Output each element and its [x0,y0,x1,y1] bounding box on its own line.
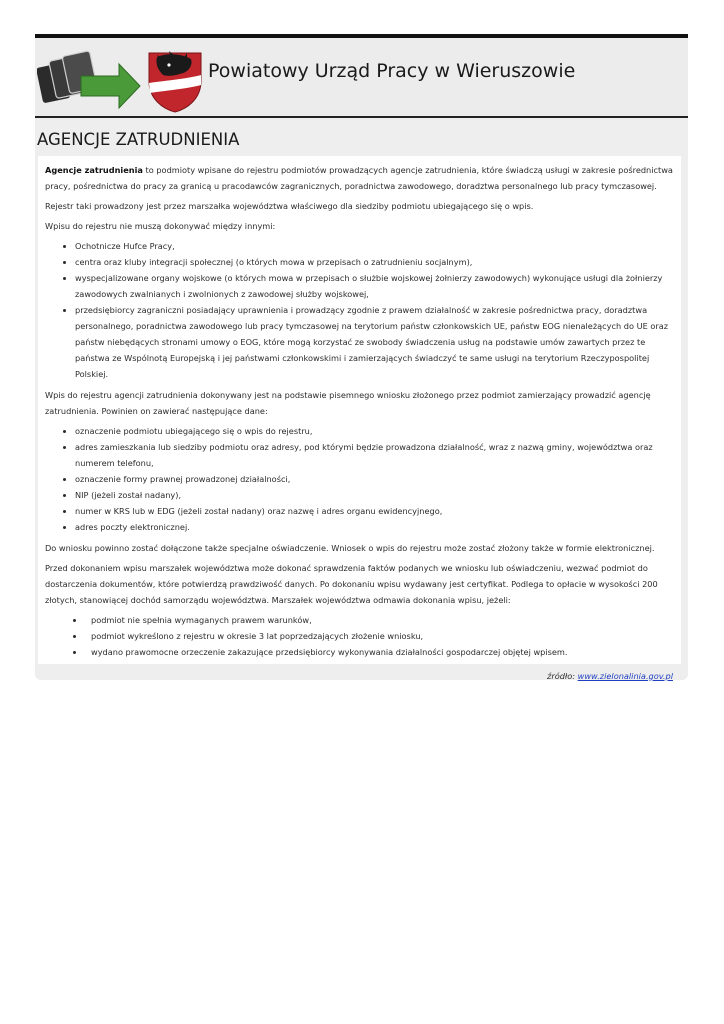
list-item: • podmiot nie spełnia wymaganych prawem warunków, [85,612,673,628]
list-item: • wyspecjalizowane organy wojskowe (o których mowa w przepisach o służbie wojskowej żołnierzy zawodowych) wykonujące usługi dla żołnierzy zawodowych zwalnianych i zwolnionych z zawodowej służby wojskowej, [75,270,673,302]
list-item: • adres poczty elektronicznej. [75,519,673,535]
site-title[interactable]: Powiatowy Urząd Pracy w Wieruszowie [208,60,576,82]
list-item: • wydano prawomocne orzeczenie zakazujące przedsiębiorcy wykonywania działalności gospodarczej objętej wpisem. [85,644,673,660]
source-link[interactable]: www.zielonalinia.gov.pl [577,671,673,681]
registry-paragraph: Rejestr taki prowadzony jest przez marszałka województwa właściwego dla siedziby podmiotu ubiegającego się o wpis. [45,201,534,211]
intro-paragraph [45,162,673,194]
list-item: • NIP (jeżeli został nadany), [75,487,673,503]
list-item: • Ochotnicze Hufce Pracy, [75,238,673,254]
list-item: • numer w KRS lub w EDG (jeżeli został nadany) oraz nazwę i adres organu ewidencyjnego, [75,503,673,519]
exempt-list [45,238,673,382]
intro-text: to podmioty wpisane do rejestru podmiotów prowadzących agencje zatrudnienia, które świadczą usługi w zakresie pośrednictwa pracy, pośrednictwa do pracy za granicą u pracodawców zagranicznych, poradnictwa zawodowego, doradztwa personalnego lub pracy tymczasowej. [45,165,673,191]
coat-of-arms-icon [147,51,203,113]
list-item: • podmiot wykreślono z rejestru w okresie 3 lat poprzedzających złożenie wniosku, [85,628,673,644]
application-list [45,423,673,535]
application-intro: Wpis do rejestru agencji zatrudnienia dokonywany jest na podstawie pisemnego wniosku złożonego przez podmiot zamierzający prowadzić agencję zatrudnienia. Powinien on zawierać następujące dane: [45,390,651,416]
statement-paragraph: Do wniosku powinno zostać dołączone także specjalne oświadczenie. Wniosek o wpis do rejestru może zostać złożony także w formie elektronicznej. [45,543,655,553]
page-title: AGENCJE ZATRUDNIENIA [37,130,240,149]
list-item: • centra oraz kluby integracji społecznej (o których mowa w przepisach o zatrudnieniu socjalnym), [75,254,673,270]
list-item: • oznaczenie podmiotu ubiegającego się o wpis do rejestru, [75,423,673,439]
site-header [35,38,688,118]
source-label: źródło: [547,671,578,681]
main-container [35,34,688,680]
exempt-intro: Wpisu do rejestru nie muszą dokonywać między innymi: [45,221,276,231]
verification-paragraph: Przed dokonaniem wpisu marszałek województwa może dokonać sprawdzenia faktów podanych we wniosku lub oświadczeniu, wezwać podmiot do dostarczenia dokumentów, które potwierdzą prawdziwość danych. Po dokonaniu wpisu wydawany jest certyfikat. Podlega to opłacie w wysokości 200 złotych, stanowiącej dochód samorządu województwa. Marszałek województwa odmawia dokonania wpisu, jeżeli: [45,563,658,605]
cards-arrow-logo-icon[interactable] [37,50,141,112]
list-item: • oznaczenie formy prawnej prowadzonej działalności, [75,471,673,487]
list-item: • adres zamieszkania lub siedziby podmiotu oraz adresy, pod którymi będzie prowadzona działalność, wraz z nazwą gminy, województwa oraz numerem telefonu, [75,439,673,471]
refusal-list [45,612,673,660]
list-item: • przedsiębiorcy zagraniczni posiadający uprawnienia i prowadzący zgodnie z prawem działalność w zakresie pośrednictwa pracy, doradztwa personalnego, poradnictwa zawodowego lub pracy tymczasowej na terytorium państw członkowskich UE, państw EOG nienależących do UE oraz państw niebędących stronami umowy o EOG, które mogą korzystać ze swobody świadczenia usług na podstawie umów zawartych przez te państwa ze Wspólnotą Europejską i jej państwami członkowskimi i zamierzających świadczyć te same usługi na terytorium Rzeczypospolitej Polskiej. [75,302,673,382]
intro-bold-term: Agencje zatrudnienia [45,165,143,175]
source-credit [45,668,673,684]
article-content [38,156,681,681]
